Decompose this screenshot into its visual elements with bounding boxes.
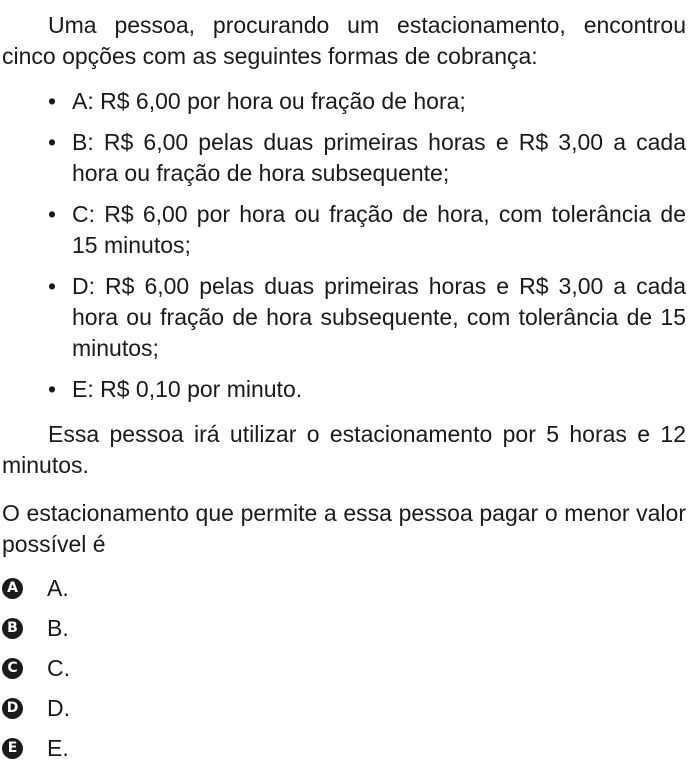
pricing-item-text: E: R$ 0,10 por minuto. [72,376,303,402]
option-d[interactable] [2,688,70,728]
pricing-item-text: A: R$ 6,00 por hora ou fração de hora; [72,88,466,114]
option-letter-badge: E [2,738,23,759]
bullet-dot: • [48,129,57,155]
pricing-item-text: D: R$ 6,00 pelas duas primeiras horas e R$ 3,00 a cada hora ou fração de hora subsequente, com tolerância de 15 minutos; [72,273,686,361]
pricing-item-b [0,127,686,189]
option-text: C. [47,654,70,681]
pricing-item-text: B: R$ 6,00 pelas duas primeiras horas e R$ 3,00 a cada hora ou fração de hora subsequente; [72,129,686,186]
pricing-item-text: C: R$ 6,00 por hora ou fração de hora, com tolerância de 15 minutos; [72,201,686,258]
pricing-list [0,86,686,415]
option-text: D. [47,694,70,721]
option-c[interactable] [2,648,70,688]
bullet-dot: • [48,201,57,227]
option-letter-badge: B [2,618,23,639]
pricing-item-d [0,271,686,364]
option-text: E. [47,734,69,761]
bullet-dot: • [48,88,57,114]
option-letter-badge: C [2,658,23,679]
option-e[interactable] [2,728,70,768]
bullet-dot: • [48,273,57,299]
bullet-dot: • [48,376,57,402]
option-a[interactable] [2,568,70,608]
question-prompt: O estacionamento que permite a essa pessoa pagar o menor valor possível é [2,500,686,557]
option-text: B. [47,614,69,641]
pricing-item-a [0,86,686,117]
usage-paragraph: Essa pessoa irá utilizar o estacionamento por 5 horas e 12 minutos. [2,421,686,478]
intro-paragraph: Uma pessoa, procurando um estacionamento, encontrou cinco opções com as seguintes formas de cobrança: [2,12,686,69]
pricing-item-e [0,374,686,405]
option-text: A. [47,574,69,601]
pricing-item-c [0,199,686,261]
option-letter-badge: A [2,578,23,599]
answer-options [2,568,70,768]
option-b[interactable] [2,608,70,648]
option-letter-badge: D [2,698,23,719]
